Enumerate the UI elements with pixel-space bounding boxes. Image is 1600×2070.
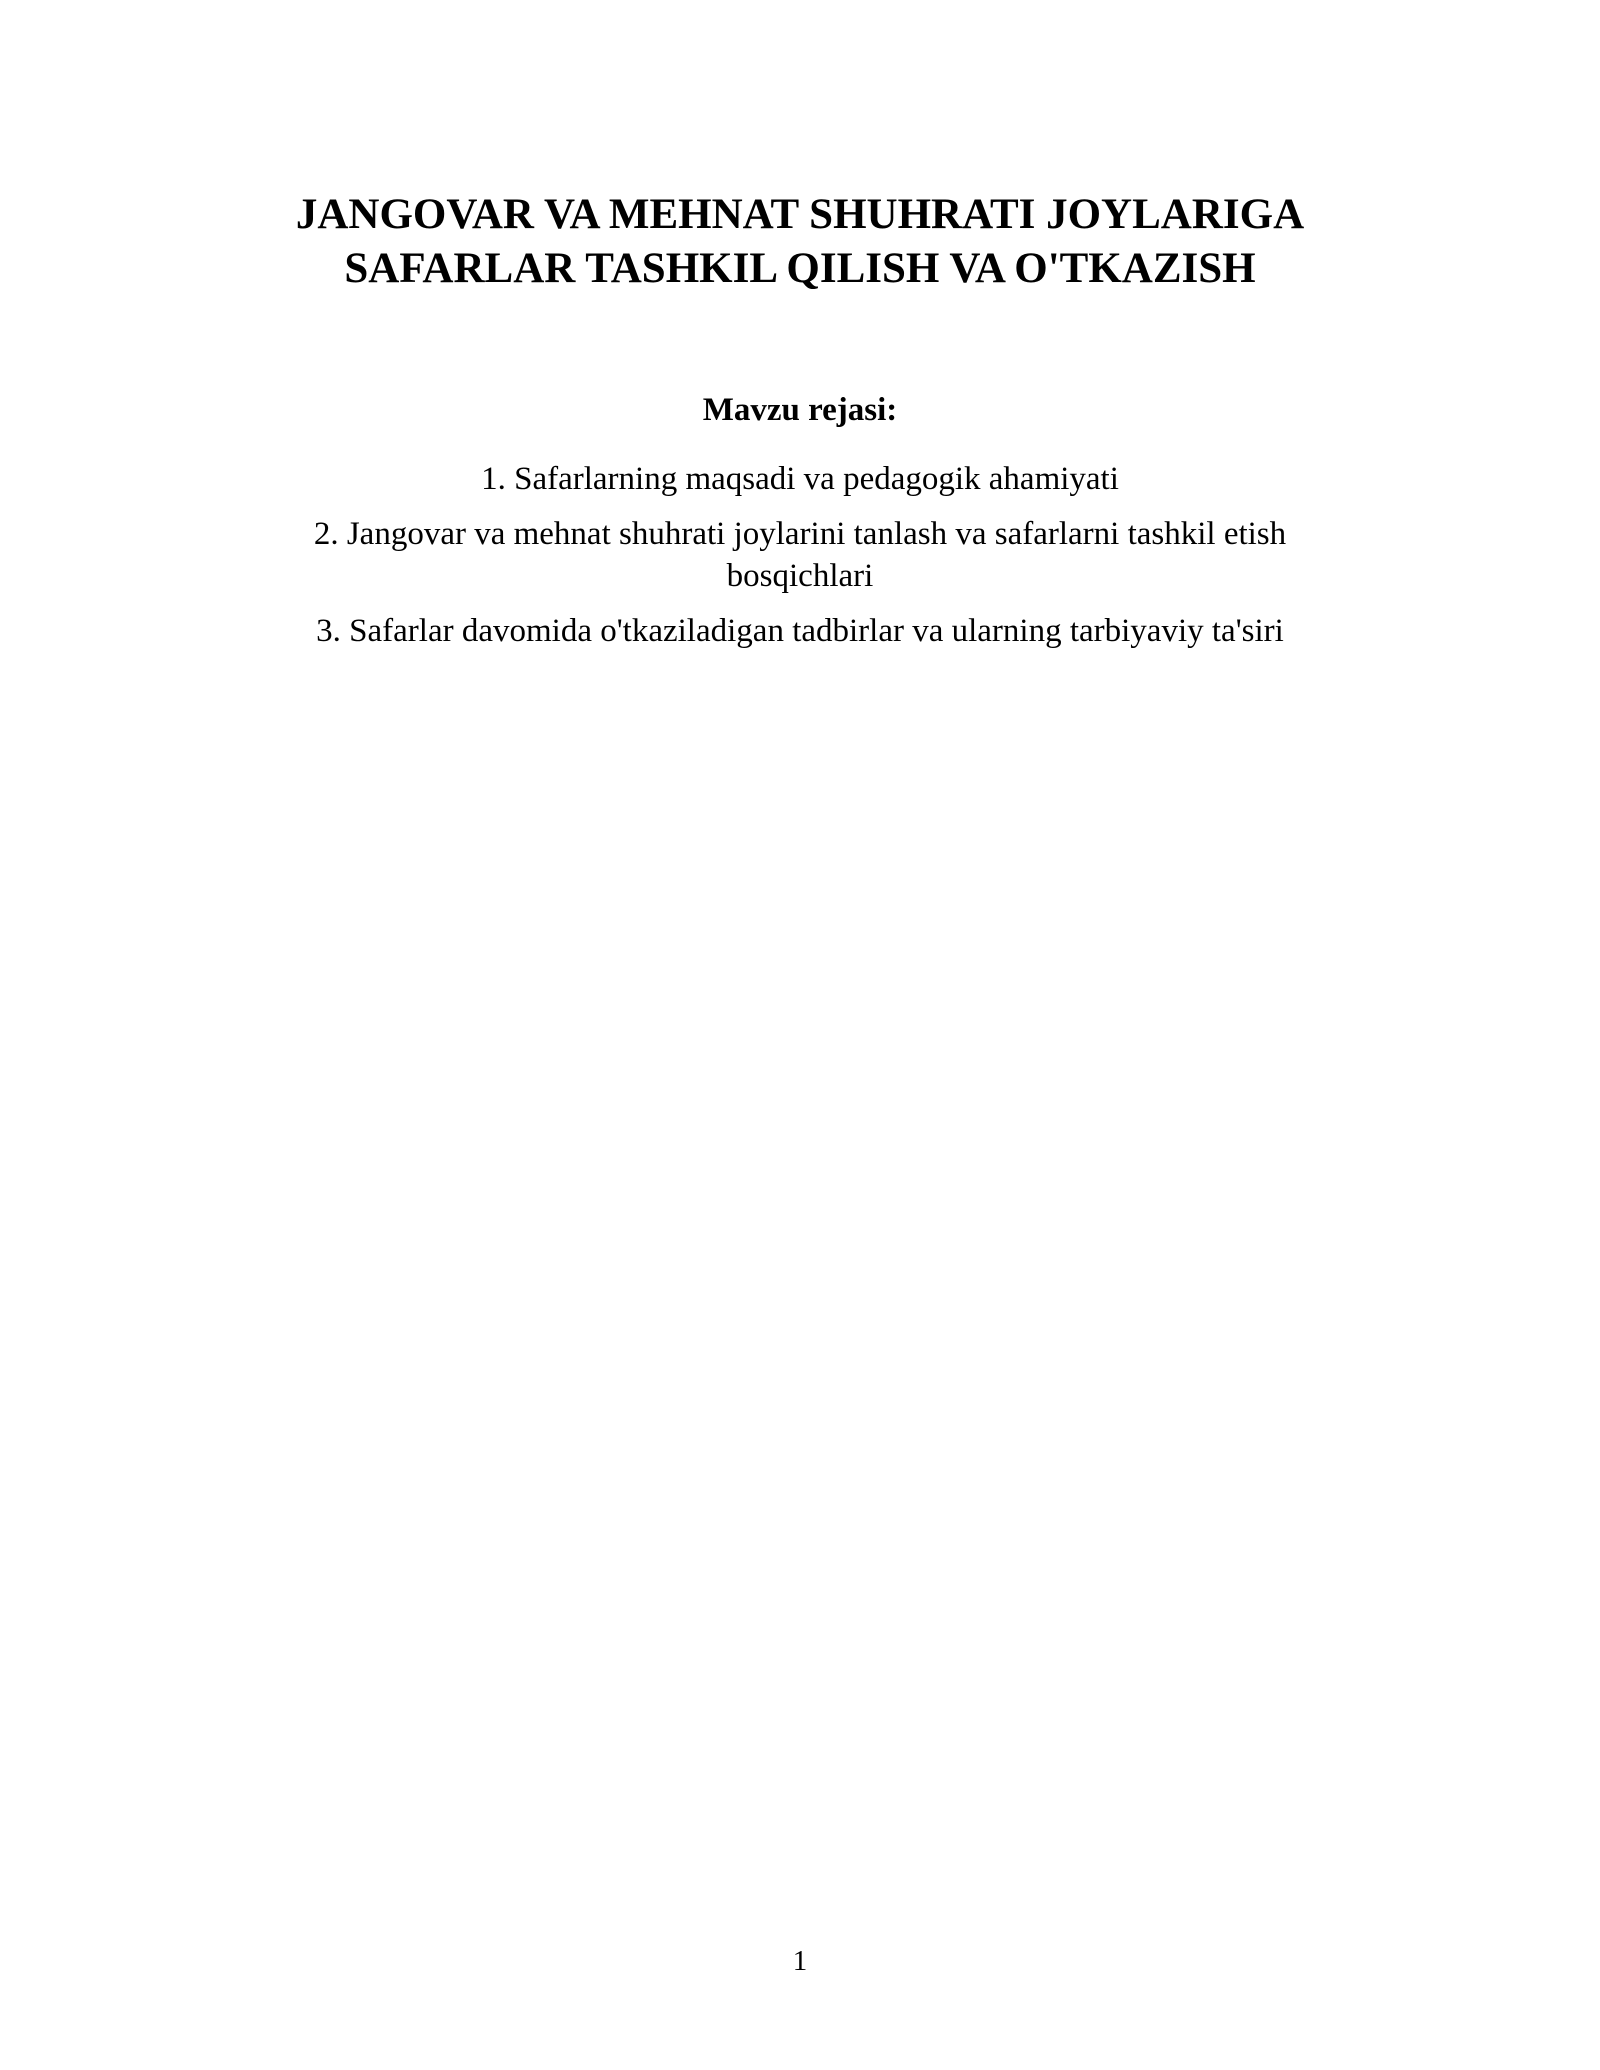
plan-item-3: 3. Safarlar davomida o'tkaziladigan tadbirlar va ularning tarbiyaviy ta'siri — [316, 613, 1284, 649]
plan-item-1: 1. Safarlarning maqsadi va pedagogik ahamiyati — [481, 461, 1119, 497]
plan-item-2: 2. Jangovar va mehnat shuhrati joylarini tanlash va safarlarni tashkil etish bosqichlari — [313, 516, 1287, 594]
document-title-line-2: SAFARLAR TASHKIL QILISH VA O'TKAZISH — [344, 245, 1256, 292]
plan-heading: Mavzu rejasi: — [702, 392, 898, 428]
document-title-line-1: JANGOVAR VA MEHNAT SHUHRATI JOYLARIGA — [295, 191, 1305, 238]
document-title — [200, 188, 1400, 296]
page-number: 1 — [792, 1945, 808, 1977]
plan-list — [240, 458, 1360, 665]
